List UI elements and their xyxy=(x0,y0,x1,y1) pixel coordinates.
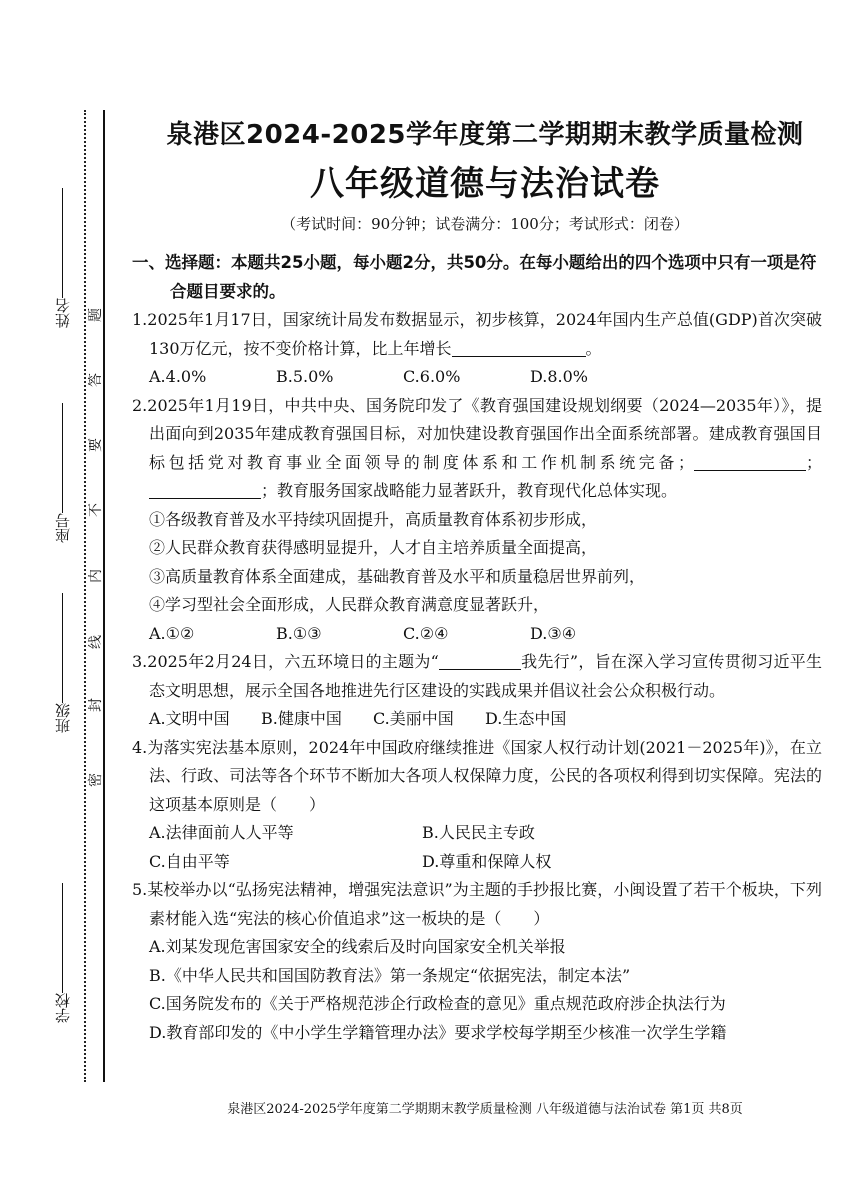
question-stem: 1.2025年1月17日，国家统计局发布数据显示，初步核算，2024年国内生产总值(GDP)首次突破130万亿元，按不变价格计算，比上年增长 。 xyxy=(132,310,822,358)
margin-border-line xyxy=(103,110,105,1082)
seat-label: 座号 xyxy=(54,513,72,543)
option-a[interactable]: A.法律面前人人平等 xyxy=(149,823,294,842)
option-c[interactable]: C.国务院发布的《关于严格规范涉企行政检查的意见》重点规范政府涉企执法行为 xyxy=(149,994,726,1013)
class-label: 班级 xyxy=(54,703,72,733)
option-b[interactable]: B.5.0% xyxy=(276,367,334,386)
name-field[interactable] xyxy=(52,185,73,328)
exam-title: 泉港区2024-2025学年度第二学期期末教学质量检测 xyxy=(166,120,804,150)
seal-char: 题 xyxy=(88,308,104,322)
option-b[interactable]: B.《中华人民共和国国防教育法》第一条规定“依据宪法，制定本法” xyxy=(149,965,631,985)
answer-blank[interactable] xyxy=(439,651,521,670)
answer-blank[interactable] xyxy=(694,452,806,471)
question-stem: 2.2025年1月19日，中共中央、国务院印发了《教育强国建设规划纲要（2024—2035年）》，提出面向到2035年建成教育强国目标，对加快建设教育强国作出全面系统部署。建成教育强国目标包括党对教育事业全面领导的制度体系和工作机制系统完备； ；；教育服务国家战略能力显著跃升，教育现代化总体实现。 xyxy=(132,395,822,500)
option-b[interactable]: B.人民民主专政 xyxy=(422,823,535,842)
question-4 xyxy=(132,734,822,877)
school-label: 学校 xyxy=(54,993,72,1023)
option-a[interactable]: A.刘某发现危害国家安全的线索后及时向国家安全机关举报 xyxy=(149,937,566,956)
question-stem: 4.为落实宪法基本原则，2024年中国政府继续推进《国家人权行动计划(2021－2025年)》，在立法、行政、司法等各个环节不断加大各项人权保障力度，公民的各项权利得到切实保障。宪法的这项基本原则是（ ） xyxy=(132,737,822,814)
option-c[interactable]: C.6.0% xyxy=(403,367,461,386)
statement: ④学习型社会全面形成，人民群众教育满意度显著跃升， xyxy=(149,595,550,614)
page-footer: 泉港区2024-2025学年度第二学期期末教学质量检测 八年级道德与法治试卷 第1页 共8页 xyxy=(227,1102,743,1117)
option-d[interactable]: D.生态中国 xyxy=(485,709,567,728)
exam-info: （考试时间：90分钟；试卷满分：100分；考试形式：闭卷） xyxy=(281,215,689,233)
dotted-seal-line xyxy=(84,110,86,1082)
question-3 xyxy=(132,648,822,734)
seal-char: 密 xyxy=(88,773,104,787)
option-d[interactable]: D.8.0% xyxy=(530,367,588,386)
option-d[interactable]: D.教育部印发的《中小学生学籍管理办法》要求学校每学期至少核准一次学生学籍 xyxy=(149,1022,727,1042)
paper-title: 八年级道德与法治试卷 xyxy=(310,164,660,204)
statement: ③高质量教育体系全面建成，基础教育普及水平和质量稳居世界前列， xyxy=(149,566,646,586)
question-1 xyxy=(132,306,822,392)
question-content xyxy=(132,248,822,1047)
seal-char: 答 xyxy=(88,373,104,387)
seal-char: 内 xyxy=(88,569,104,583)
class-field[interactable] xyxy=(52,590,73,733)
name-label: 姓名 xyxy=(54,298,72,328)
option-d[interactable]: D.③④ xyxy=(530,623,577,643)
question-stem: 3.2025年2月24日，六五环境日的主题为“ 我先行”，旨在深入学习宣传贯彻习近平生态文明思想，展示全国各地推进先行区建设的实践成果并倡议社会公众积极行动。 xyxy=(132,652,822,700)
question-5 xyxy=(132,876,822,1047)
answer-blank[interactable] xyxy=(149,480,261,499)
option-a[interactable]: A.文明中国 xyxy=(149,709,230,728)
option-row xyxy=(132,363,822,392)
question-stem: 5.某校举办以“弘扬宪法精神，增强宪法意识”为主题的手抄报比赛，小闽设置了若干个板块，下列素材能入选“宪法的核心价值追求”这一板块的是（ ） xyxy=(132,880,822,928)
option-b[interactable]: B.①③ xyxy=(276,623,322,643)
option-row xyxy=(132,705,822,734)
statement: ②人民群众教育获得感明显提升，人才自主培养质量全面提高， xyxy=(149,538,598,557)
option-c[interactable]: C.②④ xyxy=(403,623,449,643)
option-a[interactable]: A.①② xyxy=(149,623,195,643)
binding-margin xyxy=(0,0,110,1191)
option-row xyxy=(132,819,822,848)
option-b[interactable]: B.健康中国 xyxy=(261,709,342,728)
school-field[interactable] xyxy=(52,880,73,1023)
seat-field[interactable] xyxy=(52,400,73,543)
seal-char: 不 xyxy=(88,503,104,517)
statement: ①各级教育普及水平持续巩固提升，高质量教育体系初步形成， xyxy=(149,509,598,529)
question-2 xyxy=(132,392,822,649)
option-d[interactable]: D.尊重和保障人权 xyxy=(422,851,552,871)
seal-char: 封 xyxy=(88,698,104,712)
option-row xyxy=(132,848,822,877)
section-heading: 一、选择题：本题共25小题，每小题2分，共50分。在每小题给出的四个选项中只有一项是符合题目要求的。 xyxy=(132,253,817,301)
seal-char: 线 xyxy=(88,635,104,649)
option-row xyxy=(132,620,822,649)
option-c[interactable]: C.美丽中国 xyxy=(373,709,454,728)
option-c[interactable]: C.自由平等 xyxy=(149,851,230,871)
option-a[interactable]: A.4.0% xyxy=(149,367,207,386)
answer-blank[interactable] xyxy=(452,338,586,357)
seal-char: 要 xyxy=(88,438,104,452)
